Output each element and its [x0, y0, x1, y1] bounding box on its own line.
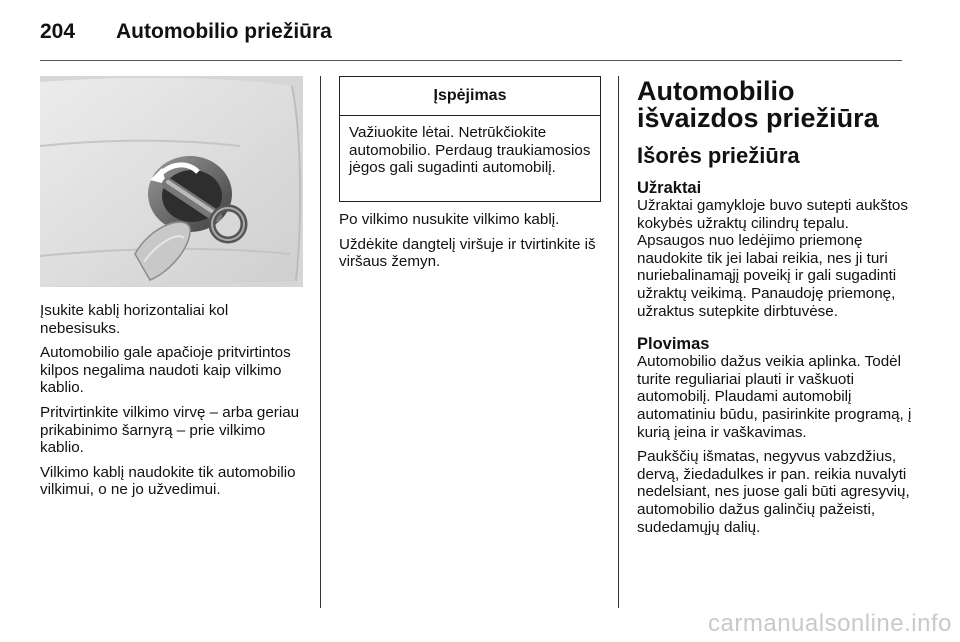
warning-text: Važiuokite lėtai. Netrūkčiokite automobilio. Perdaug traukiamosios jėgos gali sugadinti automobilį. [349, 124, 591, 177]
washing-paragraph-2: Paukščių išmatas, negyvus vabzdžius, dervą, žiedadulkes ir pan. reikia nuvalyti nedelsiant, nes juose gali būti agresyvių, automobilio dažus galinčių pažeisti, sudedamųjų dalių. [637, 448, 910, 536]
col1-paragraph-3: Pritvirtinkite vilkimo virvę – arba geriau prikabinimo šarnyrą – prie vilkimo kablio. [40, 403, 300, 457]
section-subheading: Išorės priežiūra [637, 143, 800, 168]
col2-paragraph-2: Uždėkite dangtelį viršuje ir tvirtinkite iš viršaus žemyn. [339, 235, 596, 271]
col1-paragraph-1: Įsukite kablį horizontaliai kol nebesisuks. [40, 302, 229, 337]
towing-eye-illustration [40, 76, 303, 287]
header-rule [40, 60, 902, 61]
column-1-text [40, 302, 308, 506]
column-2-text [339, 211, 609, 278]
column-divider-2 [618, 76, 619, 608]
column-divider-1 [320, 76, 321, 608]
locks-text: Užraktai gamykloje buvo sutepti aukštos kokybės užraktų cilindrų tepalu. Apsaugos nuo ledėjimo priemonę naudokite tik jei labai reikia, nes ji turi nuriebalinamąjį poveikį ir gali sugadinti užraktų veikimą. Panaudoję priemonę, užraktus sutepkite dirbtuvėse. [637, 197, 908, 320]
warning-box [339, 76, 601, 202]
watermark: carmanualsonline.info [708, 610, 952, 637]
towing-eye-drawing [40, 76, 303, 287]
section-heading: Automobilio išvaizdos priežiūra [637, 76, 879, 133]
page-header [40, 14, 900, 58]
col1-paragraph-4: Vilkimo kablį naudokite tik automobilio vilkimui, o ne jo užvedimui. [40, 463, 296, 499]
column-3 [637, 76, 917, 543]
col2-paragraph-1: Po vilkimo nusukite vilkimo kablį. [339, 211, 560, 228]
page-title: Automobilio priežiūra [116, 20, 332, 43]
warning-title: Įspėjimas [340, 77, 600, 116]
washing-paragraph-1: Automobilio dažus veikia aplinka. Todėl turite reguliariai plauti ir vaškuoti automobilį. Plaudami automobilį automatiniu būdu, pasirinkite programą, į kurią įeina ir vaškavimas. [637, 353, 912, 441]
page-number: 204 [40, 20, 76, 43]
washing-title: Plovimas [637, 335, 710, 354]
locks-title: Užraktai [637, 179, 702, 197]
col1-paragraph-2: Automobilio gale apačioje pritvirtintos kilpos negalima naudoti kaip vilkimo kablio. [40, 344, 291, 397]
